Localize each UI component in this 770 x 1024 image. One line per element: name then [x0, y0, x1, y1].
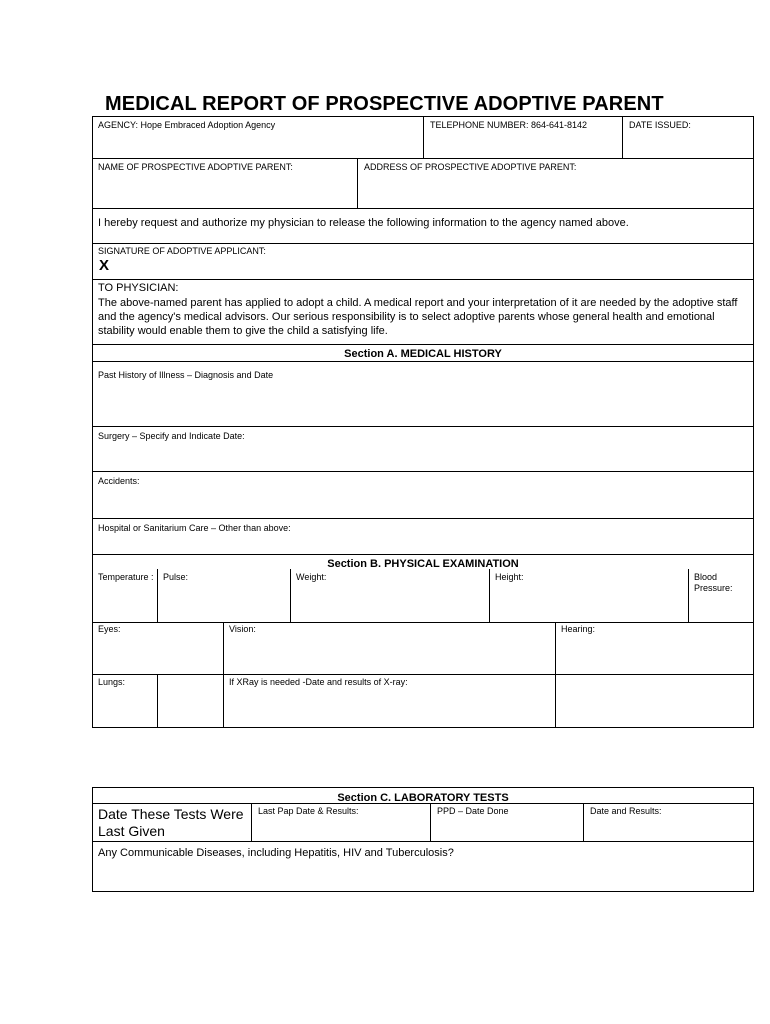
lungs-label: Lungs:: [98, 677, 126, 687]
physician-body: The above-named parent has applied to adopt a child. A medical report and your interpretation of it are needed by the adoptive staff and the agency's medical advisors. Our serious responsibility is to select adoptive parents whose general health and emotional stability would enable them to give the child a satisfying life.: [98, 297, 738, 337]
vision-label: Vision:: [229, 624, 256, 634]
past-history-label: Past History of Illness – Diagnosis and Date: [98, 370, 274, 380]
telephone-label: TELEPHONE NUMBER: 864-641-8142: [430, 120, 588, 130]
surgery-cell[interactable]: [92, 426, 754, 472]
telephone-cell[interactable]: [423, 116, 623, 159]
section-b-title: Section B. PHYSICAL EXAMINATION: [327, 558, 519, 570]
section-b-divider: [688, 569, 689, 623]
section-b-divider: [290, 569, 291, 623]
signature-label: SIGNATURE OF ADOPTIVE APPLICANT:: [98, 246, 266, 256]
section-c-divider: [92, 803, 754, 804]
parent-address-label: ADDRESS OF PROSPECTIVE ADOPTIVE PARENT:: [364, 162, 577, 172]
section-c-divider: [251, 803, 252, 841]
physician-note-cell: [92, 279, 754, 345]
height-label: Height:: [495, 572, 524, 582]
authorization-cell: [92, 208, 754, 244]
physician-heading: TO PHYSICIAN:: [98, 282, 179, 294]
pap-label: Last Pap Date & Results:: [258, 806, 359, 816]
section-b-divider: [157, 674, 158, 728]
date-issued-label: DATE ISSUED:: [629, 120, 691, 130]
eyes-label: Eyes:: [98, 624, 121, 634]
accidents-cell[interactable]: [92, 471, 754, 519]
parent-name-cell[interactable]: [92, 158, 358, 209]
section-c-title: Section C. LABORATORY TESTS: [337, 792, 509, 804]
authorization-text: I hereby request and authorize my physician to release the following information to the agency named above.: [98, 217, 629, 229]
section-c-divider: [92, 841, 754, 842]
date-results-label: Date and Results:: [590, 806, 662, 816]
signature-mark: X: [99, 257, 110, 274]
form-title: MEDICAL REPORT OF PROSPECTIVE ADOPTIVE PARENT: [105, 93, 664, 115]
communicable-label: Any Communicable Diseases, including Hepatitis, HIV and Tuberculosis?: [98, 847, 454, 859]
surgery-label: Surgery – Specify and Indicate Date:: [98, 431, 245, 441]
section-a-title: Section A. MEDICAL HISTORY: [344, 348, 502, 360]
parent-address-cell[interactable]: [357, 158, 754, 209]
section-b-cell: [92, 554, 754, 728]
hospital-cell[interactable]: [92, 518, 754, 555]
date-issued-cell[interactable]: [622, 116, 754, 159]
hearing-label: Hearing:: [561, 624, 596, 634]
section-b-divider: [223, 622, 224, 728]
ppd-label: PPD – Date Done: [437, 806, 509, 816]
section-b-divider: [92, 622, 754, 623]
blood-pressure-label: Blood Pressure:: [694, 572, 733, 593]
section-c-divider: [583, 803, 584, 841]
signature-cell[interactable]: [92, 243, 754, 280]
section-b-divider: [489, 569, 490, 623]
xray-label: If XRay is needed -Date and results of X-ray:: [229, 677, 408, 687]
past-history-cell[interactable]: [92, 361, 754, 427]
section-a-title-cell: [92, 344, 754, 362]
pulse-label: Pulse:: [163, 572, 189, 582]
temperature-label: Temperature :: [98, 572, 154, 582]
weight-label: Weight:: [296, 572, 327, 582]
section-b-divider: [157, 569, 158, 623]
hospital-label: Hospital or Sanitarium Care – Other than above:: [98, 523, 291, 533]
accidents-label: Accidents:: [98, 476, 140, 486]
section-b-divider: [92, 674, 754, 675]
agency-label: AGENCY: Hope Embraced Adoption Agency: [98, 120, 276, 130]
section-c-divider: [430, 803, 431, 841]
section-b-divider: [555, 622, 556, 728]
date-given-label: Date These Tests Were Last Given: [98, 806, 244, 839]
agency-cell[interactable]: [92, 116, 424, 159]
parent-name-label: NAME OF PROSPECTIVE ADOPTIVE PARENT:: [98, 162, 293, 172]
